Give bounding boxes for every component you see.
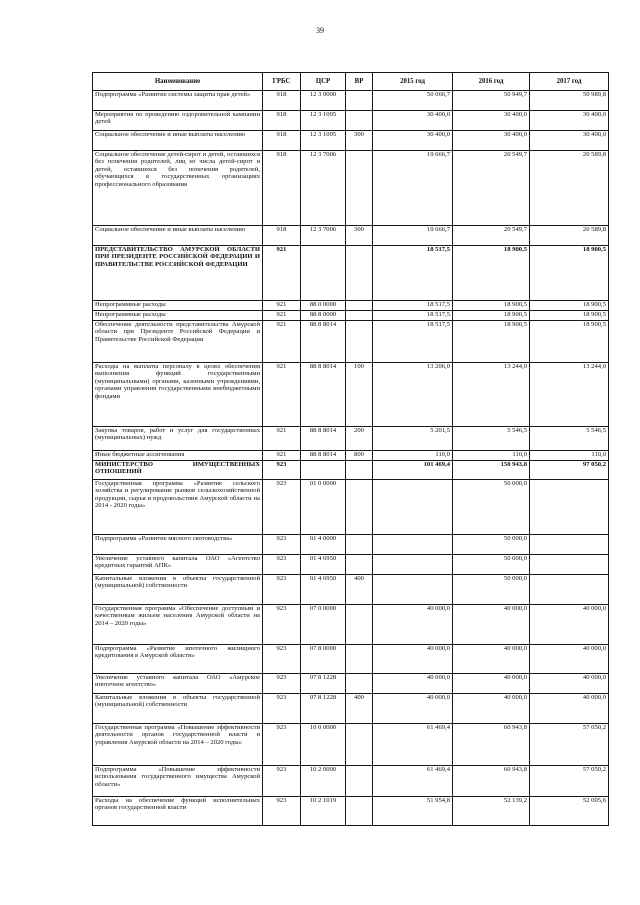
table-row xyxy=(93,301,609,311)
row-2017: 30 400,0 xyxy=(530,131,609,151)
row-vr: 100 xyxy=(346,363,373,427)
row-csr xyxy=(301,461,346,480)
table-row xyxy=(93,555,609,575)
row-2016: 50 000,0 xyxy=(453,575,530,605)
row-2016: 60 943,8 xyxy=(453,766,530,797)
row-grbs: 923 xyxy=(263,674,301,694)
table-row xyxy=(93,605,609,645)
table-row xyxy=(93,461,609,480)
row-2015: 40 000,0 xyxy=(373,674,453,694)
row-2017: 110,0 xyxy=(530,451,609,461)
row-2017 xyxy=(530,535,609,555)
row-2015 xyxy=(373,535,453,555)
row-2016: 18 900,5 xyxy=(453,311,530,321)
row-2016: 50 949,7 xyxy=(453,91,530,111)
row-2016: 40 000,0 xyxy=(453,674,530,694)
row-name: МИНИСТЕРСТВО ИМУЩЕСТВЕННЫХ ОТНОШЕНИЙ xyxy=(93,461,263,480)
header-2017: 2017 год xyxy=(530,73,609,91)
row-grbs: 918 xyxy=(263,151,301,226)
row-grbs: 923 xyxy=(263,535,301,555)
row-csr: 88 8 8014 xyxy=(301,451,346,461)
row-2016: 40 000,0 xyxy=(453,694,530,724)
header-grbs: ГРБС xyxy=(263,73,301,91)
row-vr xyxy=(346,301,373,311)
table-row xyxy=(93,246,609,301)
row-grbs: 923 xyxy=(263,555,301,575)
table-row xyxy=(93,311,609,321)
row-name: Подпрограмма «Развитие системы защиты прав детей» xyxy=(93,91,263,111)
row-vr xyxy=(346,766,373,797)
row-csr: 12 3 1095 xyxy=(301,111,346,131)
table-row xyxy=(93,766,609,797)
page-number: 39 xyxy=(316,26,324,35)
row-vr xyxy=(346,724,373,766)
row-2015: 5 201,5 xyxy=(373,427,453,451)
row-2015: 61 469,4 xyxy=(373,724,453,766)
row-name: Иные бюджетные ассигнования xyxy=(93,451,263,461)
budget-table xyxy=(92,72,609,826)
row-2015: 30 400,0 xyxy=(373,131,453,151)
row-2017: 5 546,5 xyxy=(530,427,609,451)
row-grbs: 921 xyxy=(263,301,301,311)
table-row xyxy=(93,363,609,427)
row-grbs: 918 xyxy=(263,111,301,131)
row-2015: 50 066,7 xyxy=(373,91,453,111)
row-csr: 10 2 0000 xyxy=(301,766,346,797)
row-2016: 50 000,0 xyxy=(453,555,530,575)
row-2016: 40 000,0 xyxy=(453,645,530,674)
row-vr xyxy=(346,246,373,301)
row-2016: 13 244,0 xyxy=(453,363,530,427)
row-name: Увеличение уставного капитала ОАО «Амурское ипотечное агентство» xyxy=(93,674,263,694)
row-2017: 18 900,5 xyxy=(530,246,609,301)
row-grbs: 921 xyxy=(263,427,301,451)
row-csr: 12 3 1095 xyxy=(301,131,346,151)
row-2016: 60 943,8 xyxy=(453,724,530,766)
row-2017: 18 900,5 xyxy=(530,321,609,363)
row-2016: 50 000,0 xyxy=(453,535,530,555)
row-2015: 18 517,5 xyxy=(373,321,453,363)
row-name: Расходы на обеспечение функций исполнительных органов государственной власти xyxy=(93,797,263,826)
row-grbs: 921 xyxy=(263,246,301,301)
row-name: ПРЕДСТАВИТЕЛЬСТВО АМУРСКОЙ ОБЛАСТИ ПРИ ПРЕЗИДЕНТЕ РОССИЙСКОЙ ФЕДЕРАЦИИ И ПРАВИТЕЛЬСТВЕ РОССИЙСКОЙ ФЕДЕРАЦИИ xyxy=(93,246,263,301)
row-2017: 97 050,2 xyxy=(530,461,609,480)
table-row xyxy=(93,226,609,246)
row-2016: 150 943,8 xyxy=(453,461,530,480)
row-2015: 13 206,0 xyxy=(373,363,453,427)
row-grbs: 923 xyxy=(263,797,301,826)
row-vr: 200 xyxy=(346,427,373,451)
row-2017: 20 589,8 xyxy=(530,226,609,246)
row-csr: 12 3 7006 xyxy=(301,226,346,246)
row-grbs: 923 xyxy=(263,724,301,766)
row-2017: 50 989,8 xyxy=(530,91,609,111)
row-name: Капитальные вложения в объекты государственной (муниципальной) собственности xyxy=(93,575,263,605)
row-2017: 18 900,5 xyxy=(530,301,609,311)
table-body xyxy=(93,91,609,826)
row-2017: 18 900,5 xyxy=(530,311,609,321)
row-2017: 40 000,0 xyxy=(530,674,609,694)
table-row xyxy=(93,151,609,226)
table-row xyxy=(93,535,609,555)
row-name: Обеспечение деятельности представительства Амурской области при Президенте Российской Федерации и Правительстве Российской Федерации xyxy=(93,321,263,363)
row-2016: 18 900,5 xyxy=(453,301,530,311)
table-row xyxy=(93,575,609,605)
row-name: Социальное обеспечение детей-сирот и детей, оставшихся без попечения родителей, лиц из числа детей-сирот и детей, оставшихся без попечения родителей, обучающихся в государственных организациях профессионального образования xyxy=(93,151,263,226)
table-row xyxy=(93,797,609,826)
row-csr: 01 4 0000 xyxy=(301,535,346,555)
table-row xyxy=(93,724,609,766)
row-vr xyxy=(346,605,373,645)
header-2016: 2016 год xyxy=(453,73,530,91)
table-row xyxy=(93,111,609,131)
row-vr: 300 xyxy=(346,226,373,246)
row-name: Закупка товаров, работ и услуг для государственных (муниципальных) нужд xyxy=(93,427,263,451)
row-name: Государственная программа «Повышение эффективности деятельности органов государственной власти и управления Амурской области на 2014 – 2020 годы» xyxy=(93,724,263,766)
row-2017 xyxy=(530,575,609,605)
row-vr xyxy=(346,645,373,674)
row-2015: 40 000,0 xyxy=(373,694,453,724)
row-csr: 07 0 0000 xyxy=(301,605,346,645)
header-2015: 2015 год xyxy=(373,73,453,91)
row-2017 xyxy=(530,480,609,535)
row-2017: 40 000,0 xyxy=(530,605,609,645)
row-csr: 07 8 1228 xyxy=(301,674,346,694)
row-vr xyxy=(346,797,373,826)
row-2015: 40 000,0 xyxy=(373,605,453,645)
row-2016: 52 139,2 xyxy=(453,797,530,826)
row-grbs: 921 xyxy=(263,363,301,427)
row-2016: 18 900,5 xyxy=(453,246,530,301)
row-vr xyxy=(346,461,373,480)
row-2017: 20 589,8 xyxy=(530,151,609,226)
row-2016: 30 400,0 xyxy=(453,131,530,151)
table-row xyxy=(93,131,609,151)
row-2015: 51 954,8 xyxy=(373,797,453,826)
row-2017: 57 050,2 xyxy=(530,724,609,766)
row-2017: 30 400,0 xyxy=(530,111,609,131)
row-csr: 01 4 6950 xyxy=(301,575,346,605)
row-grbs: 923 xyxy=(263,645,301,674)
row-vr: 800 xyxy=(346,451,373,461)
row-name: Подпрограмма «Развитие ипотечного жилищного кредитования в Амурской области» xyxy=(93,645,263,674)
row-2017: 57 050,2 xyxy=(530,766,609,797)
row-name: Подпрограмма «Развитие мясного скотоводства» xyxy=(93,535,263,555)
table-row xyxy=(93,674,609,694)
row-2015 xyxy=(373,480,453,535)
header-name: Наименование xyxy=(93,73,263,91)
row-csr: 88 8 0000 xyxy=(301,311,346,321)
table-header-row xyxy=(93,73,609,91)
row-2015 xyxy=(373,555,453,575)
row-csr: 10 2 1019 xyxy=(301,797,346,826)
table-row xyxy=(93,694,609,724)
row-vr xyxy=(346,674,373,694)
row-csr: 12 3 0000 xyxy=(301,91,346,111)
row-2016: 20 549,7 xyxy=(453,226,530,246)
row-vr xyxy=(346,111,373,131)
row-2016: 20 549,7 xyxy=(453,151,530,226)
row-grbs: 921 xyxy=(263,451,301,461)
row-2015: 110,0 xyxy=(373,451,453,461)
row-grbs: 923 xyxy=(263,461,301,480)
table-row xyxy=(93,427,609,451)
row-csr: 01 4 6950 xyxy=(301,555,346,575)
row-name: Мероприятия по проведению оздоровительной кампании детей xyxy=(93,111,263,131)
row-name: Капитальные вложения в объекты государственной (муниципальной) собственности xyxy=(93,694,263,724)
row-vr: 400 xyxy=(346,575,373,605)
row-name: Непрограммные расходы xyxy=(93,301,263,311)
table-row xyxy=(93,451,609,461)
row-2016: 30 400,0 xyxy=(453,111,530,131)
row-2016: 5 546,5 xyxy=(453,427,530,451)
row-2015: 40 000,0 xyxy=(373,645,453,674)
row-vr xyxy=(346,91,373,111)
row-name: Социальное обеспечение и иные выплаты населению xyxy=(93,226,263,246)
header-csr: ЦСР xyxy=(301,73,346,91)
row-2017: 52 005,6 xyxy=(530,797,609,826)
row-2015: 18 517,5 xyxy=(373,311,453,321)
row-csr xyxy=(301,246,346,301)
row-2017: 13 244,0 xyxy=(530,363,609,427)
row-csr: 12 3 7006 xyxy=(301,151,346,226)
row-2015: 101 469,4 xyxy=(373,461,453,480)
row-2016: 50 000,0 xyxy=(453,480,530,535)
row-grbs: 918 xyxy=(263,91,301,111)
row-csr: 01 0 0000 xyxy=(301,480,346,535)
row-grbs: 923 xyxy=(263,480,301,535)
row-csr: 88 8 8014 xyxy=(301,363,346,427)
table-row xyxy=(93,645,609,674)
row-2015: 19 666,7 xyxy=(373,226,453,246)
row-name: Подпрограмма «Повышение эффективности использования государственного имущества Амурской области» xyxy=(93,766,263,797)
row-2015: 19 666,7 xyxy=(373,151,453,226)
row-2016: 18 900,5 xyxy=(453,321,530,363)
row-csr: 88 8 8014 xyxy=(301,427,346,451)
row-grbs: 918 xyxy=(263,226,301,246)
row-2016: 40 000,0 xyxy=(453,605,530,645)
row-vr xyxy=(346,555,373,575)
row-name: Социальное обеспечение и иные выплаты населению xyxy=(93,131,263,151)
row-2017: 40 000,0 xyxy=(530,645,609,674)
row-csr: 10 0 0000 xyxy=(301,724,346,766)
row-vr xyxy=(346,151,373,226)
row-2017: 40 000,0 xyxy=(530,694,609,724)
row-grbs: 923 xyxy=(263,605,301,645)
row-vr xyxy=(346,535,373,555)
row-2015: 18 517,5 xyxy=(373,246,453,301)
row-vr: 400 xyxy=(346,694,373,724)
row-grbs: 921 xyxy=(263,311,301,321)
row-2015: 30 400,0 xyxy=(373,111,453,131)
row-csr: 88 0 0000 xyxy=(301,301,346,311)
row-2016: 110,0 xyxy=(453,451,530,461)
row-vr: 300 xyxy=(346,131,373,151)
row-2017 xyxy=(530,555,609,575)
row-name: Увеличение уставного капитала ОАО «Агентство кредитных гарантий АПК» xyxy=(93,555,263,575)
row-grbs: 921 xyxy=(263,321,301,363)
row-grbs: 923 xyxy=(263,694,301,724)
row-grbs: 923 xyxy=(263,766,301,797)
row-grbs: 918 xyxy=(263,131,301,151)
row-vr xyxy=(346,321,373,363)
row-name: Непрограммные расходы xyxy=(93,311,263,321)
row-csr: 07 8 1228 xyxy=(301,694,346,724)
table-row xyxy=(93,321,609,363)
row-grbs: 923 xyxy=(263,575,301,605)
header-vr: ВР xyxy=(346,73,373,91)
row-csr: 88 8 8014 xyxy=(301,321,346,363)
row-vr xyxy=(346,311,373,321)
row-2015: 18 517,5 xyxy=(373,301,453,311)
table-row xyxy=(93,91,609,111)
row-name: Государственная программа «Развитие сельского хозяйства и регулирование рынков сельскохозяйственной продукции, сырья и продовольствия Амурской области на 2014 - 2020 годы» xyxy=(93,480,263,535)
row-2015: 61 469,4 xyxy=(373,766,453,797)
row-csr: 07 8 0000 xyxy=(301,645,346,674)
row-2015 xyxy=(373,575,453,605)
table-row xyxy=(93,480,609,535)
row-name: Расходы на выплаты персоналу в целях обеспечения выполнения функций государственными (муниципальными) органами, казенными учреждениями, органами управления государственными внебюджетными фондами xyxy=(93,363,263,427)
row-name: Государственная программа «Обеспечение доступным и качественным жильем населения Амурской области на 2014 – 2020 годы» xyxy=(93,605,263,645)
row-vr xyxy=(346,480,373,535)
